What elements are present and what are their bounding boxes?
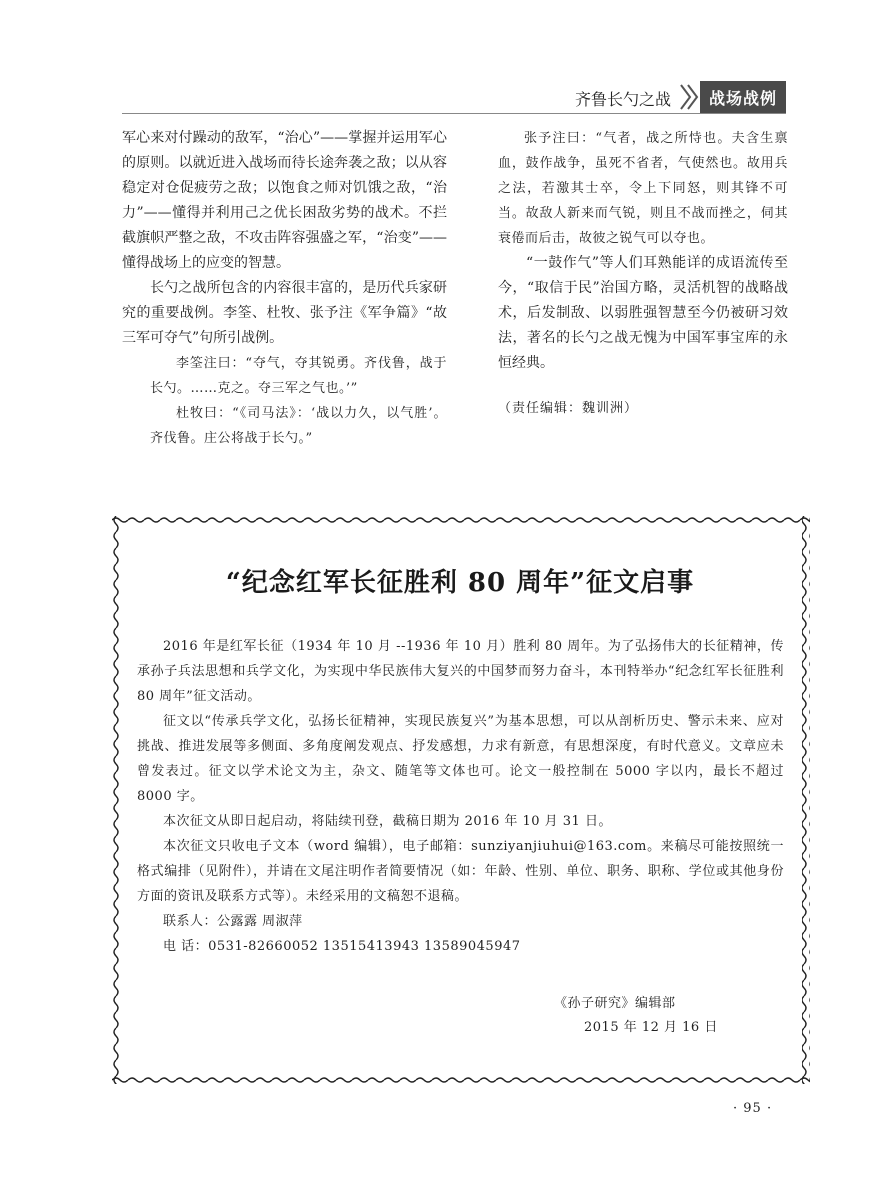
contact-person: 联系人：公露露 周淑萍 <box>163 914 303 929</box>
signature-org: 《孙子研究》编辑部 <box>554 996 676 1011</box>
left-column <box>122 126 447 451</box>
notice-body <box>137 634 784 959</box>
header-divider <box>122 113 786 114</box>
quotation: 杜牧曰：“《司马法》：‘战以力久，以气胜’。齐伐鲁。庄公将战于长勺。” <box>150 406 447 446</box>
contact-phone: 电 话：0531-82660052 13515413943 13589045947 <box>163 939 521 954</box>
article-running-title: 齐鲁长勺之战 <box>575 90 672 109</box>
notice-paragraph: 2016 年是红军长征（1934 年 10 月 --1936 年 10 月）胜利 80 周年。为了弘扬伟大的长征精神，传承孙子兵法思想和兵学文化，为实现中华民族伟大复兴的中国梦而努力奋斗，本刊特举办“纪念红军长征胜利 80 周年”征文活动。 <box>137 639 784 704</box>
right-column <box>498 126 788 421</box>
page-number: · 95 · <box>733 1101 773 1116</box>
section-label: 战场战例 <box>700 81 786 113</box>
notice-title: “纪念红军长征胜利 80 周年”征文启事 <box>225 568 695 598</box>
body-paragraph: 长勺之战所包含的内容很丰富的，是历代兵家研究的重要战例。李筌、杜牧、张予注《军争篇》“故三军可夺气”句所引战例。 <box>122 280 447 346</box>
body-paragraph: 军心来对付躁动的敌军，“治心”——掌握并运用军心的原则。以就近进入战场而待长途奔袭之敌；以从容稳定对仓促疲劳之敌；以饱食之师对饥饿之敌，“治力”——懂得并利用己之优长困敌劣势的战术。不拦截旗帜严整之敌，不攻击阵容强盛之军，“治变”——懂得战场上的应变的智慧。 <box>122 130 447 271</box>
editor-credit: （责任编辑：魏训洲） <box>498 401 639 416</box>
quotation: 李筌注曰：“夺气，夺其锐勇。齐伐鲁，战于长勺。……克之。夺三军之气也。’” <box>150 356 447 396</box>
notice-signature <box>554 992 718 1040</box>
body-paragraph: “一鼓作气”等人们耳熟能详的成语流传至今，“取信于民”治国方略，灵活机智的战略战术，后发制敌、以弱胜强智慧至今仍被研习效法，著名的长勺之战无愧为中国军事宝库的永恒经典。 <box>498 255 788 371</box>
signature-date: 2015 年 12 月 16 日 <box>584 1020 718 1035</box>
chevron-right-icon <box>678 81 700 113</box>
notice-paragraph: 本次征文只收电子文本（word 编辑），电子邮箱：sunziyanjiuhui@163.com。来稿尽可能按照统一格式编排（见附件），并请在文尾注明作者简要情况（如：年龄、性别、单位、职务、职称、学位或其他身份方面的资讯及联系方式等）。未经采用的文稿恕不退稿。 <box>137 839 784 904</box>
notice-paragraph: 征文以“传承兵学文化，弘扬长征精神，实现民族复兴”为基本思想，可以从剖析历史、警示未来、应对挑战、推进发展等多侧面、多角度阐发观点、抒发感想，力求有新意，有思想深度，有时代意义。文章应未曾发表过。征文以学术论文为主，杂文、随笔等文体也可。论文一般控制在 5000 字以内，最长不超过 8000 字。 <box>137 714 784 804</box>
notice-paragraph: 本次征文从即日起启动，将陆续刊登，截稿日期为 2016 年 10 月 31 日。 <box>163 814 612 829</box>
quotation: 张予注曰：“气者，战之所恃也。夫含生禀血，鼓作战争，虽死不省者，气使然也。故用兵之法，若激其士卒，令上下同怒，则其锋不可当。故敌人新来而气锐，则且不战而挫之，伺其衰倦而后击，故彼之锐气可以夺也。 <box>498 131 788 246</box>
